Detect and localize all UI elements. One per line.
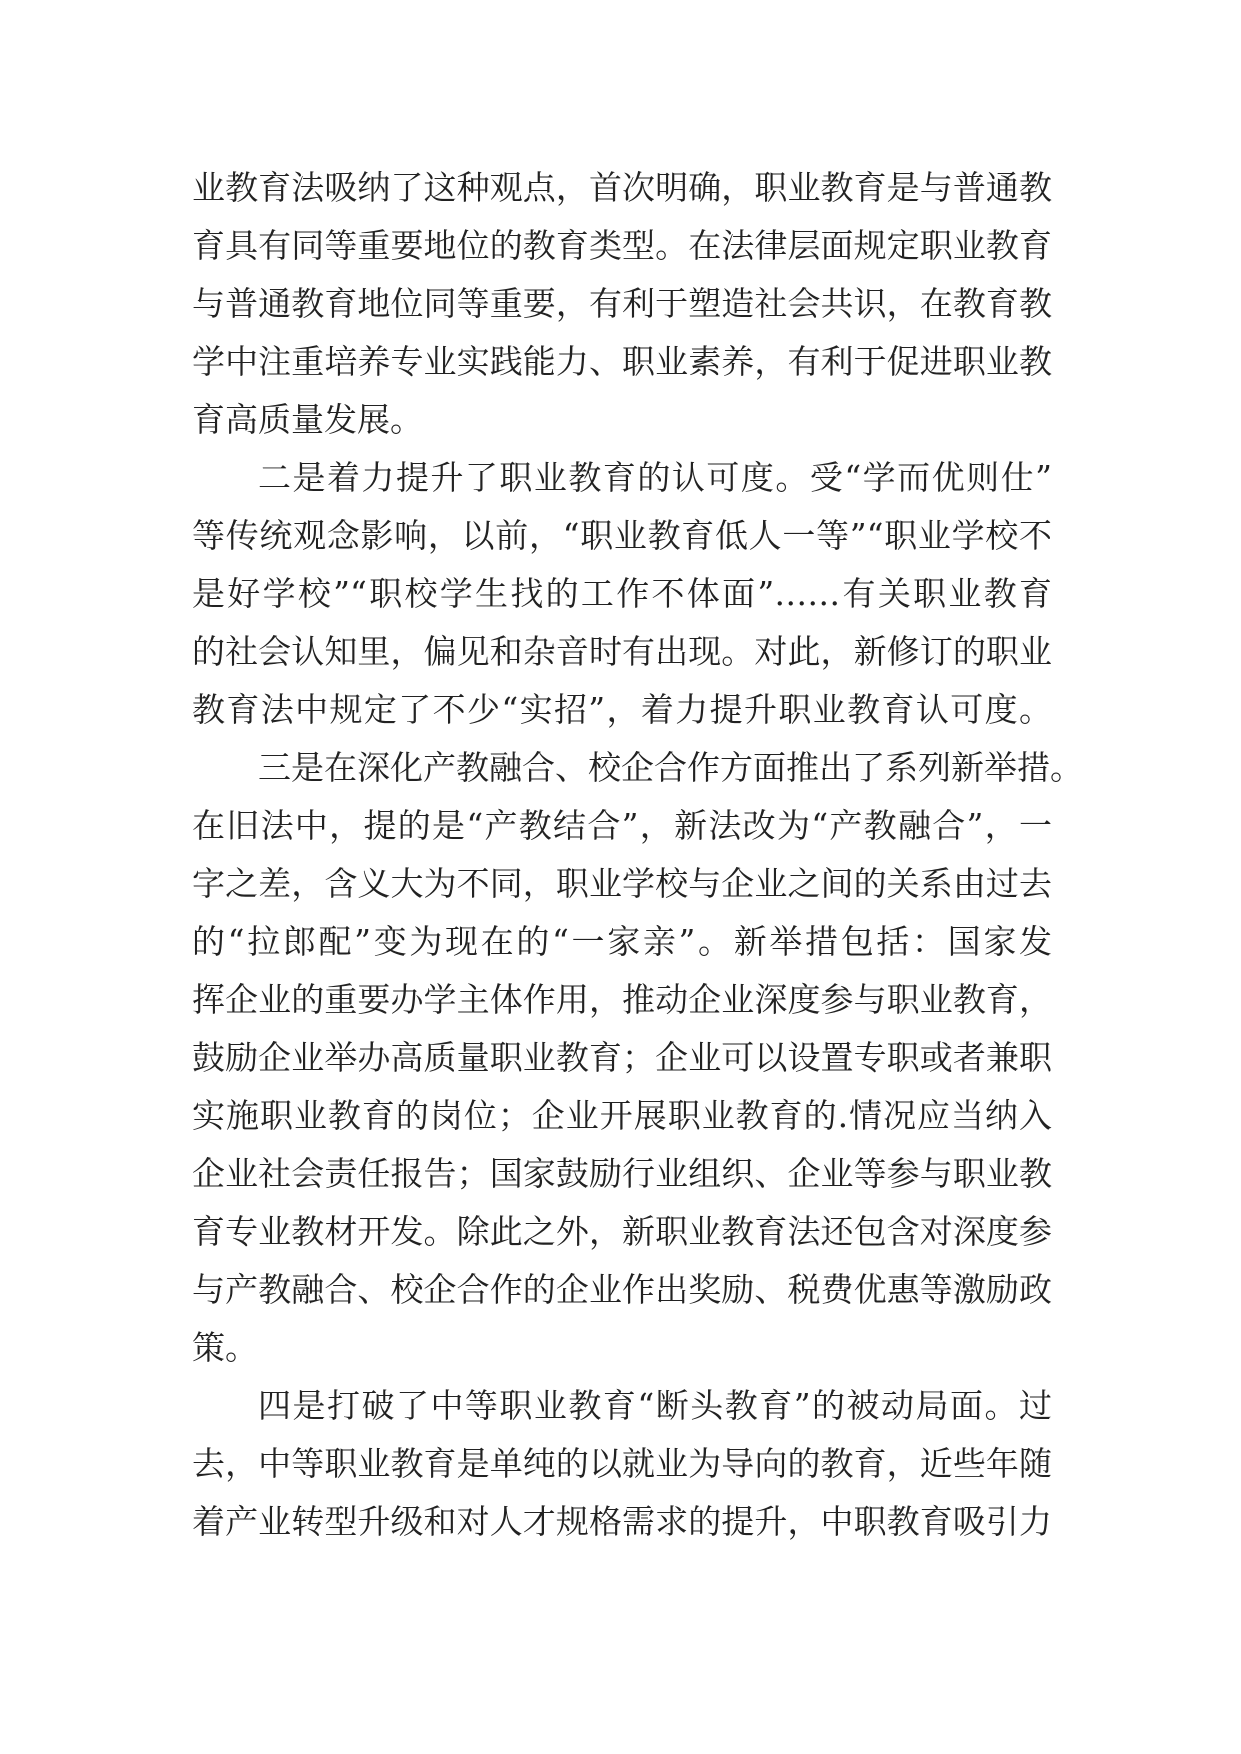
text-line: 是好学校”“职校学生找的工作不体面”……有关职业教育: [192, 574, 1052, 613]
text-line: 育具有同等重要地位的教育类型。在法律层面规定职业教育: [192, 226, 1052, 265]
text-line: 在旧法中，提的是“产教结合”，新法改为“产教融合”，一: [192, 806, 1052, 845]
text-line: 教育法中规定了不少“实招”，着力提升职业教育认可度。: [192, 690, 1052, 729]
text-line: 实施职业教育的岗位；企业开展职业教育的.情况应当纳入: [192, 1096, 1052, 1135]
text-line: 企业社会责任报告；国家鼓励行业组织、企业等参与职业教: [192, 1154, 1052, 1193]
text-line: 与产教融合、校企合作的企业作出奖励、税费优惠等激励政: [192, 1270, 1052, 1309]
paragraph-first-line: 四是打破了中等职业教育“断头教育”的被动局面。过: [258, 1386, 1052, 1425]
text-line: 与普通教育地位同等重要，有利于塑造社会共识，在教育教: [192, 284, 1052, 323]
text-line: 着产业转型升级和对人才规格需求的提升，中职教育吸引力: [192, 1502, 1052, 1541]
text-line: 挥企业的重要办学主体作用，推动企业深度参与职业教育，: [192, 980, 1052, 1019]
text-line: 等传统观念影响，以前，“职业教育低人一等”“职业学校不: [192, 516, 1052, 555]
text-line: 去，中等职业教育是单纯的以就业为导向的教育，近些年随: [192, 1444, 1052, 1483]
text-line: 育高质量发展。: [192, 400, 423, 439]
text-line: 育专业教材开发。除此之外，新职业教育法还包含对深度参: [192, 1212, 1052, 1251]
text-line: 的“拉郎配”变为现在的“一家亲”。新举措包括：国家发: [192, 922, 1052, 961]
text-line: 字之差，含义大为不同，职业学校与企业之间的关系由过去: [192, 864, 1052, 903]
paragraph-first-line: 二是着力提升了职业教育的认可度。受“学而优则仕”: [258, 458, 1052, 497]
paragraph-first-line: 三是在深化产教融合、校企合作方面推出了系列新举措。: [258, 748, 1083, 787]
text-line: 的社会认知里，偏见和杂音时有出现。对此，新修订的职业: [192, 632, 1052, 671]
text-line: 业教育法吸纳了这种观点，首次明确，职业教育是与普通教: [192, 168, 1052, 207]
text-line: 策。: [192, 1328, 258, 1367]
text-line: 学中注重培养专业实践能力、职业素养，有利于促进职业教: [192, 342, 1052, 381]
text-line: 鼓励企业举办高质量职业教育；企业可以设置专职或者兼职: [192, 1038, 1052, 1077]
